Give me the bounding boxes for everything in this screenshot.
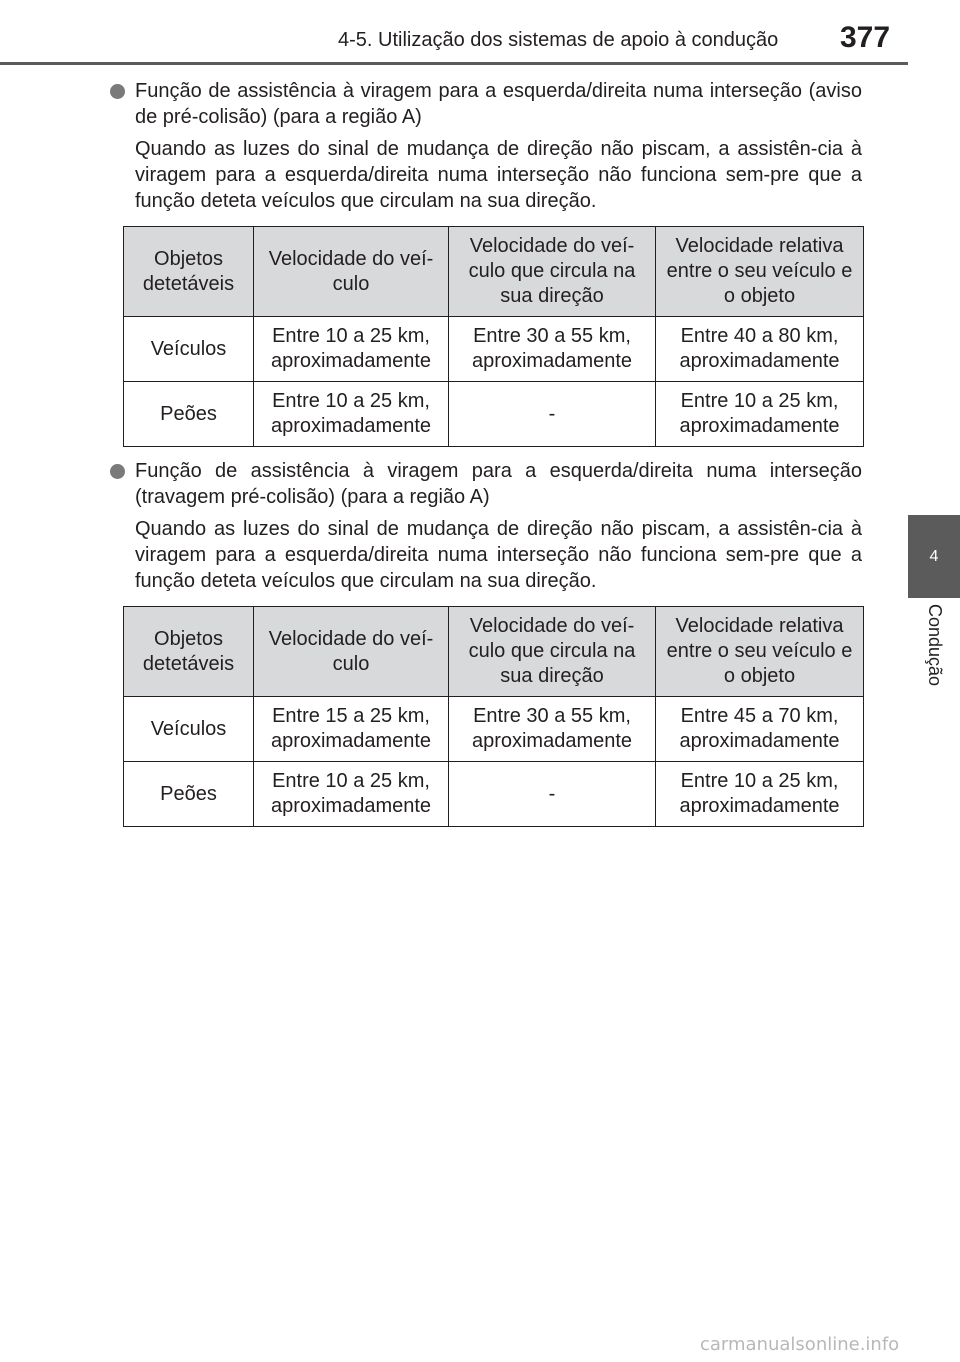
bullet-dot-icon (110, 464, 125, 479)
watermark: carmanualsonline.info (700, 1334, 900, 1355)
table-cell: Entre 10 a 25 km, aproximadamente (254, 317, 449, 382)
table-cell: Peões (124, 382, 254, 447)
spec-table-2 (123, 606, 864, 827)
table-cell: - (449, 762, 656, 827)
bullet-dot-icon (110, 84, 125, 99)
table-cell: Veículos (124, 317, 254, 382)
table-cell: Entre 40 a 80 km, aproximadamente (656, 317, 864, 382)
table-row (124, 382, 864, 447)
table-header-row (124, 227, 864, 317)
chapter-tab: 4 (908, 515, 960, 598)
section-paragraph: Quando as luzes do sinal de mudança de direção não piscam, a assistên-cia à viragem para a esquerda/direita numa interseção não funciona sem-pre que a função deteta veículos que circulam na sua direção. (135, 138, 862, 212)
table-cell: Entre 30 a 55 km, aproximadamente (449, 697, 656, 762)
section-title: 4-5. Utilização dos sistemas de apoio à condução (338, 29, 779, 51)
table-cell: Entre 10 a 25 km, aproximadamente (254, 382, 449, 447)
bullet-heading: Função de assistência à viragem para a esquerda/direita numa interseção (travagem pré-colisão) (para a região A) (135, 460, 862, 508)
section-2 (110, 458, 862, 594)
header-cell: Objetos detetáveis (124, 607, 254, 697)
table-row (124, 762, 864, 827)
spec-table-1 (123, 226, 864, 447)
table-cell: Peões (124, 762, 254, 827)
table-header-row (124, 607, 864, 697)
header-rule (0, 62, 908, 65)
header-cell: Velocidade relativa entre o seu veículo e o objeto (656, 227, 864, 317)
table-cell: - (449, 382, 656, 447)
table-cell: Entre 45 a 70 km, aproximadamente (656, 697, 864, 762)
table-cell: Entre 10 a 25 km, aproximadamente (254, 762, 449, 827)
page-number: 377 (840, 21, 891, 54)
table-cell: Entre 10 a 25 km, aproximadamente (656, 382, 864, 447)
table-cell: Entre 15 a 25 km, aproximadamente (254, 697, 449, 762)
header-cell: Velocidade do veí-culo (254, 227, 449, 317)
header-cell: Velocidade relativa entre o seu veículo e o objeto (656, 607, 864, 697)
bullet-heading: Função de assistência à viragem para a esquerda/direita numa interseção (aviso de pré-colisão) (para a região A) (135, 80, 862, 128)
section-paragraph: Quando as luzes do sinal de mudança de direção não piscam, a assistên-cia à viragem para a esquerda/direita numa interseção não funciona sem-pre que a função deteta veículos que circulam na sua direção. (135, 518, 862, 592)
chapter-label: Condução (925, 604, 945, 687)
table-cell: Veículos (124, 697, 254, 762)
header-cell: Velocidade do veí-culo (254, 607, 449, 697)
table-row (124, 317, 864, 382)
page-header (0, 0, 960, 68)
header-cell: Velocidade do veí-culo que circula na sua direção (449, 607, 656, 697)
header-cell: Objetos detetáveis (124, 227, 254, 317)
table-cell: Entre 10 a 25 km, aproximadamente (656, 762, 864, 827)
table-row (124, 697, 864, 762)
section-1 (110, 78, 862, 214)
header-cell: Velocidade do veí-culo que circula na sua direção (449, 227, 656, 317)
table-cell: Entre 30 a 55 km, aproximadamente (449, 317, 656, 382)
